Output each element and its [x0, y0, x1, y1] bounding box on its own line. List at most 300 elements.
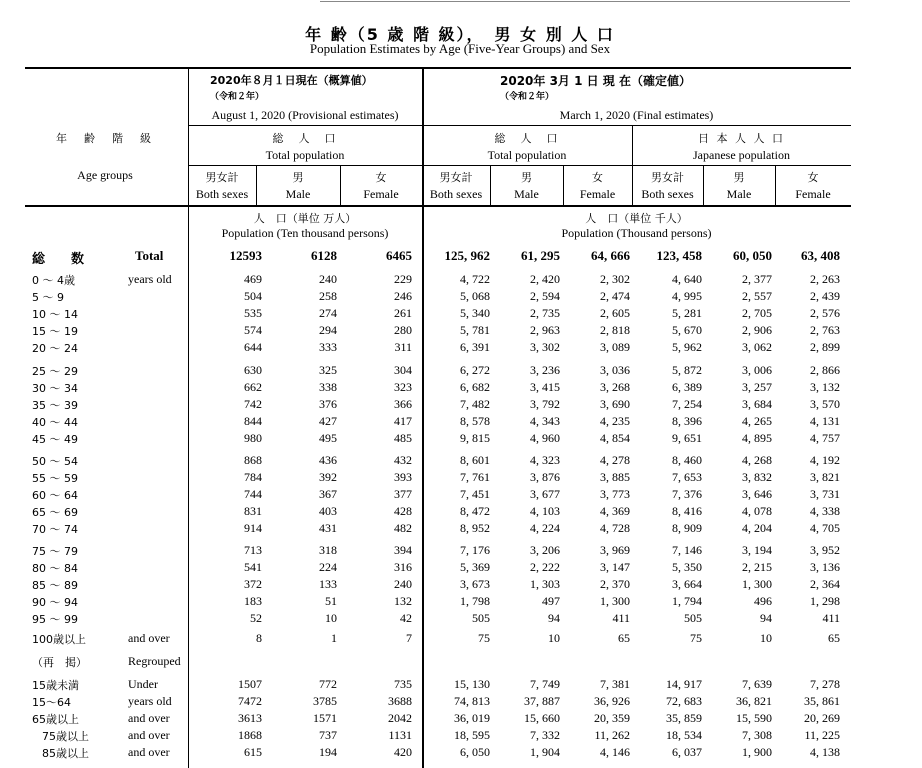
subheader-female-en: Female	[363, 187, 399, 201]
cell-value: 37, 887	[524, 694, 560, 708]
cell-value: 485	[394, 431, 412, 445]
cell-value: 2, 215	[742, 560, 772, 574]
cell-value: 7, 254	[672, 397, 702, 411]
cell-value: 372	[244, 577, 262, 591]
cell-value: 4, 224	[530, 521, 560, 535]
cell-value: 2, 263	[810, 272, 840, 286]
cell-value: 2, 899	[810, 340, 840, 354]
row-label-ja: 40 ～ 44	[32, 416, 78, 429]
unit-prov-en: Population (Ten thousand persons)	[221, 226, 389, 240]
unit-prov-ja: 人 口（単位 万人）	[253, 212, 357, 225]
row-label-ja: 90 ～ 94	[32, 596, 78, 609]
row-label-ja: 総 数	[32, 252, 85, 267]
cell-value: 3, 684	[742, 397, 772, 411]
subheader-both-ja: 男女計	[651, 171, 684, 184]
cell-value: 8, 416	[672, 504, 702, 518]
row-label-ja: 75歳以上	[42, 730, 89, 743]
cell-value: 3, 136	[810, 560, 840, 574]
cell-value: 713	[244, 543, 262, 557]
prov-date-ja: 2020年８月１日現在（概算値）	[210, 74, 373, 87]
cell-value: 4, 338	[810, 504, 840, 518]
cell-value: 417	[394, 414, 412, 428]
cell-value: 3, 952	[810, 543, 840, 557]
cell-value: 4, 705	[810, 521, 840, 535]
cell-value: 392	[319, 470, 337, 484]
cell-value: 615	[244, 745, 262, 759]
subheader-female-ja: 女	[807, 171, 819, 184]
cell-value: 630	[244, 363, 262, 377]
cell-value: 5, 068	[460, 289, 490, 303]
cell-value: 2, 818	[600, 323, 630, 337]
subheader-male-ja: 男	[292, 171, 304, 184]
cell-value: 3, 773	[600, 487, 630, 501]
cell-value: 496	[754, 594, 772, 608]
row-label-ja: 100歳以上	[32, 633, 86, 646]
cell-value: 432	[394, 453, 412, 467]
cell-value: 4, 235	[600, 414, 630, 428]
cell-value: 8, 909	[672, 521, 702, 535]
table-top-rule	[25, 67, 851, 69]
cell-value: 535	[244, 306, 262, 320]
row-label-ja: 5 ～ 9	[32, 291, 64, 304]
cell-value: 411	[822, 611, 840, 625]
cell-value: 133	[319, 577, 337, 591]
japanese-pop-ja: 日 本 人 人 口	[698, 132, 785, 145]
cell-value: 980	[244, 431, 262, 445]
cell-value: 4, 960	[530, 431, 560, 445]
cell-value: 52	[250, 611, 262, 625]
subheader-both-ja: 男女計	[205, 171, 239, 184]
cell-value: 737	[319, 728, 337, 742]
cell-value: 1571	[313, 711, 337, 725]
row-label-en: Under	[128, 677, 158, 691]
row-label-ja: 15 ～ 19	[32, 325, 78, 338]
cell-value: 5, 350	[672, 560, 702, 574]
cell-value: 1, 303	[530, 577, 560, 591]
cell-value: 4, 640	[672, 272, 702, 286]
cell-value: 4, 722	[460, 272, 490, 286]
cell-value: 482	[394, 521, 412, 535]
row-label-ja: 15～64	[32, 696, 71, 709]
cell-value: 94	[548, 611, 560, 625]
cell-value: 311	[394, 340, 412, 354]
cell-value: 2, 576	[810, 306, 840, 320]
cell-value: 4, 192	[810, 453, 840, 467]
cell-value: 5, 369	[460, 560, 490, 574]
final-date-ja: 2020年 3月 1 日 現 在（確定値）	[500, 74, 691, 88]
row-label-ja: 30 ～ 34	[32, 382, 78, 395]
row-label-ja: 85 ～ 89	[32, 579, 78, 592]
header-rule-1	[188, 125, 851, 126]
cell-value: 2, 370	[600, 577, 630, 591]
cell-value: 394	[394, 543, 412, 557]
cell-value: 2, 705	[742, 306, 772, 320]
cell-value: 3, 206	[530, 543, 560, 557]
cell-value: 7472	[238, 694, 262, 708]
cell-value: 4, 369	[600, 504, 630, 518]
cell-value: 3, 036	[600, 363, 630, 377]
cell-value: 7, 332	[530, 728, 560, 742]
cell-value: 18, 595	[454, 728, 490, 742]
cell-value: 1868	[238, 728, 262, 742]
cell-value: 3, 885	[600, 470, 630, 484]
cell-value: 323	[394, 380, 412, 394]
unit-final-ja: 人 口（単位 千人）	[585, 212, 688, 225]
cell-value: 2, 763	[810, 323, 840, 337]
final-date-en: March 1, 2020 (Final estimates)	[559, 108, 714, 122]
subheader-male-ja: 男	[733, 171, 745, 184]
row-label-en: and over	[128, 711, 170, 725]
cell-value: 541	[244, 560, 262, 574]
cell-value: 914	[244, 521, 262, 535]
top-rule	[320, 1, 850, 2]
cell-value: 318	[319, 543, 337, 557]
cell-value: 393	[394, 470, 412, 484]
cell-value: 35, 859	[666, 711, 702, 725]
cell-value: 3, 664	[672, 577, 702, 591]
cell-value: 735	[394, 677, 412, 691]
cell-value: 325	[319, 363, 337, 377]
cell-value: 338	[319, 380, 337, 394]
cell-value: 2, 222	[530, 560, 560, 574]
cell-value: 36, 926	[594, 694, 630, 708]
cell-value: 4, 343	[530, 414, 560, 428]
subheader-female-ja: 女	[375, 171, 387, 184]
cell-value: 94	[760, 611, 772, 625]
cell-value: 3, 089	[600, 340, 630, 354]
cell-value: 505	[472, 611, 490, 625]
cell-value: 4, 728	[600, 521, 630, 535]
cell-value: 367	[319, 487, 337, 501]
cell-value: 7, 308	[742, 728, 772, 742]
row-label-ja: 45 ～ 49	[32, 433, 78, 446]
cell-value: 5, 872	[672, 363, 702, 377]
cell-value: 3, 147	[600, 560, 630, 574]
cell-value: 6, 272	[460, 363, 490, 377]
cell-value: 6128	[311, 248, 337, 263]
cell-value: 3, 570	[810, 397, 840, 411]
cell-value: 8, 460	[672, 453, 702, 467]
cell-value: 2, 439	[810, 289, 840, 303]
cell-value: 258	[319, 289, 337, 303]
cell-value: 4, 131	[810, 414, 840, 428]
cell-value: 7	[406, 631, 412, 645]
cell-value: 505	[684, 611, 702, 625]
cell-value: 2042	[388, 711, 412, 725]
cell-value: 240	[319, 272, 337, 286]
cell-value: 6, 682	[460, 380, 490, 394]
cell-value: 3, 646	[742, 487, 772, 501]
subheader-both-ja: 男女計	[439, 171, 473, 184]
cell-value: 75	[690, 631, 702, 645]
cell-value: 3, 876	[530, 470, 560, 484]
cell-value: 304	[394, 363, 412, 377]
cell-value: 7, 381	[600, 677, 630, 691]
cell-value: 10	[548, 631, 560, 645]
cell-value: 125, 962	[444, 248, 490, 263]
cell-value: 411	[612, 611, 630, 625]
cell-value: 6, 391	[460, 340, 490, 354]
cell-value: 12593	[229, 248, 262, 263]
cell-value: 427	[319, 414, 337, 428]
cell-value: 316	[394, 560, 412, 574]
cell-value: 2, 605	[600, 306, 630, 320]
subheader-female-ja: 女	[592, 171, 603, 184]
cell-value: 64, 666	[591, 248, 630, 263]
row-label-ja: 15歳未満	[32, 679, 79, 692]
cell-value: 7, 639	[742, 677, 772, 691]
cell-value: 2, 735	[530, 306, 560, 320]
cell-value: 51	[325, 594, 337, 608]
cell-value: 3785	[313, 694, 337, 708]
cell-value: 11, 262	[594, 728, 630, 742]
cell-value: 844	[244, 414, 262, 428]
cell-value: 4, 103	[530, 504, 560, 518]
page-title-en: Population Estimates by Age (Five-Year Groups) and Sex	[309, 41, 611, 56]
cell-value: 36, 019	[454, 711, 490, 725]
subheader-female-en: Female	[579, 187, 616, 201]
row-label-ja: 25 ～ 29	[32, 365, 78, 378]
cell-value: 3, 194	[742, 543, 772, 557]
cell-value: 274	[319, 306, 337, 320]
cell-value: 4, 278	[600, 453, 630, 467]
cell-value: 8, 601	[460, 453, 490, 467]
cell-value: 20, 269	[804, 711, 840, 725]
cell-value: 1, 300	[600, 594, 630, 608]
cell-value: 4, 854	[600, 431, 630, 445]
header-bottom-rule	[25, 205, 851, 207]
cell-value: 7, 278	[810, 677, 840, 691]
cell-value: 36, 821	[736, 694, 772, 708]
row-label-ja: 55 ～ 59	[32, 472, 78, 485]
subheader-male-en: Male	[285, 187, 311, 201]
cell-value: 35, 861	[804, 694, 840, 708]
subheader-both-en: Both sexes	[429, 187, 483, 201]
subheader-both-en: Both sexes	[641, 187, 694, 201]
row-label-ja: 75 ～ 79	[32, 545, 78, 558]
cell-value: 574	[244, 323, 262, 337]
cell-value: 61, 295	[521, 248, 560, 263]
cell-value: 403	[319, 504, 337, 518]
cell-value: 3, 821	[810, 470, 840, 484]
row-label-ja: （再 掲）	[32, 656, 87, 669]
cell-value: 261	[394, 306, 412, 320]
cell-value: 194	[319, 745, 337, 759]
cell-value: 8, 952	[460, 521, 490, 535]
cell-value: 60, 050	[733, 248, 772, 263]
cell-value: 784	[244, 470, 262, 484]
cell-value: 3688	[388, 694, 412, 708]
cell-value: 1507	[238, 677, 262, 691]
row-label-en: years old	[128, 272, 172, 286]
row-label-ja: 70 ～ 74	[32, 523, 78, 536]
row-label-ja: 60 ～ 64	[32, 489, 78, 502]
page-title-ja: 年 齢（5 歳 階 級）， 男 女 別 人 口	[305, 25, 615, 44]
cell-value: 377	[394, 487, 412, 501]
cell-value: 20, 359	[594, 711, 630, 725]
cell-value: 65	[618, 631, 630, 645]
final-total-pop-ja: 総 人 口	[494, 132, 560, 145]
cell-value: 6465	[386, 248, 412, 263]
cell-value: 428	[394, 504, 412, 518]
cell-value: 240	[394, 577, 412, 591]
cell-value: 436	[319, 453, 337, 467]
cell-value: 3, 062	[742, 340, 772, 354]
cell-value: 6, 050	[460, 745, 490, 759]
cell-value: 420	[394, 745, 412, 759]
cell-value: 2, 557	[742, 289, 772, 303]
cell-value: 5, 670	[672, 323, 702, 337]
cell-value: 72, 683	[666, 694, 702, 708]
cell-value: 2, 377	[742, 272, 772, 286]
cell-value: 431	[319, 521, 337, 535]
row-label-ja: 95 ～ 99	[32, 613, 78, 626]
cell-value: 1, 900	[742, 745, 772, 759]
cell-value: 4, 138	[810, 745, 840, 759]
cell-value: 2, 364	[810, 577, 840, 591]
cell-value: 7, 146	[672, 543, 702, 557]
cell-value: 7, 176	[460, 543, 490, 557]
cell-value: 294	[319, 323, 337, 337]
cell-value: 744	[244, 487, 262, 501]
cell-value: 123, 458	[656, 248, 702, 263]
cell-value: 280	[394, 323, 412, 337]
cell-value: 132	[394, 594, 412, 608]
subheader-both-en: Both sexes	[195, 187, 249, 201]
cell-value: 246	[394, 289, 412, 303]
cell-value: 1, 798	[460, 594, 490, 608]
cell-value: 4, 265	[742, 414, 772, 428]
cell-value: 5, 962	[672, 340, 702, 354]
cell-value: 74, 813	[454, 694, 490, 708]
prov-total-pop-en: Total population	[265, 148, 345, 162]
cell-value: 2, 906	[742, 323, 772, 337]
row-label-en: and over	[128, 728, 170, 742]
cell-value: 1, 904	[530, 745, 560, 759]
cell-value: 3, 236	[530, 363, 560, 377]
subheader-male-en: Male	[726, 187, 752, 201]
final-era: （令和２年）	[500, 92, 555, 102]
cell-value: 9, 815	[460, 431, 490, 445]
cell-value: 5, 281	[672, 306, 702, 320]
cell-value: 65	[828, 631, 840, 645]
cell-value: 333	[319, 340, 337, 354]
row-label-ja: 10 ～ 14	[32, 308, 78, 321]
row-label-en: and over	[128, 745, 170, 759]
cell-value: 3, 677	[530, 487, 560, 501]
cell-value: 3, 132	[810, 380, 840, 394]
cell-value: 7, 482	[460, 397, 490, 411]
cell-value: 10	[760, 631, 772, 645]
cell-value: 3, 969	[600, 543, 630, 557]
row-label-ja: 80 ～ 84	[32, 562, 78, 575]
cell-value: 469	[244, 272, 262, 286]
cell-value: 3, 832	[742, 470, 772, 484]
cell-value: 7, 451	[460, 487, 490, 501]
cell-value: 3, 792	[530, 397, 560, 411]
cell-value: 4, 757	[810, 431, 840, 445]
cell-value: 10	[325, 611, 337, 625]
row-label-ja: 20 ～ 24	[32, 342, 78, 355]
cell-value: 8, 396	[672, 414, 702, 428]
cell-value: 8	[256, 631, 262, 645]
row-label-en: and over	[128, 631, 170, 645]
row-label-ja: 65 ～ 69	[32, 506, 78, 519]
cell-value: 831	[244, 504, 262, 518]
cell-value: 3, 268	[600, 380, 630, 394]
cell-value: 14, 917	[666, 677, 702, 691]
cell-value: 7, 653	[672, 470, 702, 484]
cell-value: 3, 731	[810, 487, 840, 501]
header-rule-2	[188, 165, 851, 166]
cell-value: 4, 995	[672, 289, 702, 303]
subheader-female-en: Female	[795, 187, 831, 201]
cell-value: 15, 130	[454, 677, 490, 691]
prov-era: （令和２年）	[210, 92, 265, 102]
cell-value: 3, 006	[742, 363, 772, 377]
row-label-ja: 65歳以上	[32, 713, 79, 726]
age-groups-label-ja: 年 齢 階 級	[56, 132, 154, 145]
cell-value: 75	[478, 631, 490, 645]
row-label-ja: 50 ～ 54	[32, 455, 78, 468]
cell-value: 7, 749	[530, 677, 560, 691]
cell-value: 4, 268	[742, 453, 772, 467]
cell-value: 42	[400, 611, 412, 625]
cell-value: 5, 340	[460, 306, 490, 320]
cell-value: 1, 794	[672, 594, 702, 608]
cell-value: 18, 534	[666, 728, 702, 742]
cell-value: 742	[244, 397, 262, 411]
cell-value: 224	[319, 560, 337, 574]
cell-value: 7, 376	[672, 487, 702, 501]
cell-value: 15, 590	[736, 711, 772, 725]
cell-value: 2, 302	[600, 272, 630, 286]
cell-value: 495	[319, 431, 337, 445]
cell-value: 2, 963	[530, 323, 560, 337]
cell-value: 3, 415	[530, 380, 560, 394]
cell-value: 3, 257	[742, 380, 772, 394]
cell-value: 366	[394, 397, 412, 411]
cell-value: 5, 781	[460, 323, 490, 337]
row-label-en: years old	[128, 694, 172, 708]
cell-value: 6, 389	[672, 380, 702, 394]
cell-value: 1, 300	[742, 577, 772, 591]
cell-value: 4, 078	[742, 504, 772, 518]
cell-value: 15, 660	[524, 711, 560, 725]
cell-value: 1131	[388, 728, 412, 742]
cell-value: 772	[319, 677, 337, 691]
final-total-pop-en: Total population	[487, 148, 567, 162]
unit-final-en: Population (Thousand persons)	[561, 226, 712, 240]
cell-value: 2, 594	[530, 289, 560, 303]
row-label-en: Regrouped	[128, 654, 181, 668]
cell-value: 4, 895	[742, 431, 772, 445]
cell-value: 183	[244, 594, 262, 608]
cell-value: 1, 298	[810, 594, 840, 608]
cell-value: 3613	[238, 711, 262, 725]
cell-value: 504	[244, 289, 262, 303]
cell-value: 9, 651	[672, 431, 702, 445]
cell-value: 376	[319, 397, 337, 411]
prov-total-pop-ja: 総 人 口	[272, 132, 338, 145]
cell-value: 4, 146	[600, 745, 630, 759]
cell-value: 662	[244, 380, 262, 394]
row-label-ja: 35 ～ 39	[32, 399, 78, 412]
age-groups-label-en: Age groups	[77, 168, 133, 182]
row-label-ja: 0 ～ 4歳	[32, 274, 75, 287]
cell-value: 8, 472	[460, 504, 490, 518]
cell-value: 3, 302	[530, 340, 560, 354]
